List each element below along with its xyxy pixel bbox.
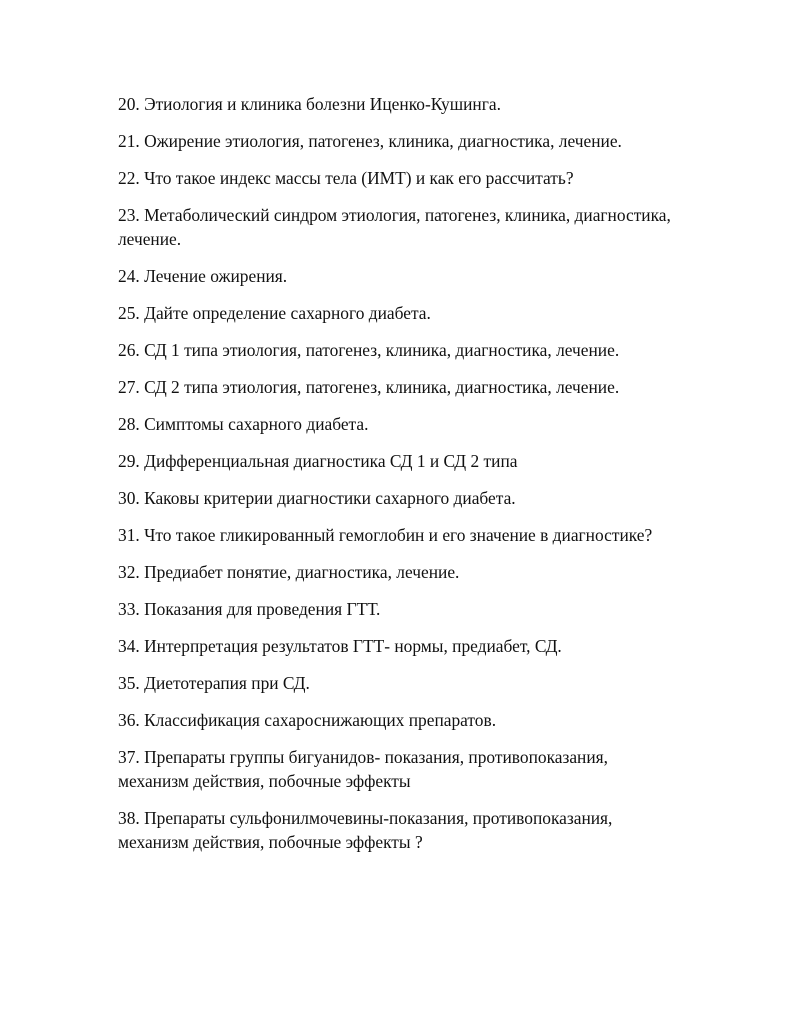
question-item: 29. Дифференциальная диагностика СД 1 и СД 2 типа xyxy=(118,451,518,471)
question-item: 32. Предиабет понятие, диагностика, лечение. xyxy=(118,562,460,582)
question-item: 27. СД 2 типа этиология, патогенез, клиника, диагностика, лечение. xyxy=(118,377,620,397)
question-item: 31. Что такое гликированный гемоглобин и его значение в диагностике? xyxy=(118,525,653,545)
question-item: 24. Лечение ожирения. xyxy=(118,266,288,286)
question-item: 38. Препараты сульфонилмочевины-показания, противопоказания, механизм действия, побочные эффекты ? xyxy=(118,808,613,852)
question-item: 25. Дайте определение сахарного диабета. xyxy=(118,303,431,323)
question-item: 21. Ожирение этиология, патогенез, клиника, диагностика, лечение. xyxy=(118,131,622,151)
question-item: 35. Диетотерапия при СД. xyxy=(118,673,310,693)
question-list xyxy=(118,92,678,867)
question-item: 22. Что такое индекс массы тела (ИМТ) и как его рассчитать? xyxy=(118,168,574,188)
question-item: 26. СД 1 типа этиология, патогенез, клиника, диагностика, лечение. xyxy=(118,340,620,360)
question-item: 34. Интерпретация результатов ГТТ- нормы, предиабет, СД. xyxy=(118,636,562,656)
question-item: 23. Метаболический синдром этиология, патогенез, клиника, диагностика, лечение. xyxy=(118,205,671,249)
question-item: 36. Классификация сахароснижающих препаратов. xyxy=(118,710,497,730)
question-item: 30. Каковы критерии диагностики сахарного диабета. xyxy=(118,488,516,508)
question-item: 20. Этиология и клиника болезни Иценко-Кушинга. xyxy=(118,94,501,114)
question-item: 37. Препараты группы бигуанидов- показания, противопоказания, механизм действия, побочные эффекты xyxy=(118,747,609,791)
question-item: 33. Показания для проведения ГТТ. xyxy=(118,599,381,619)
question-item: 28. Симптомы сахарного диабета. xyxy=(118,414,369,434)
